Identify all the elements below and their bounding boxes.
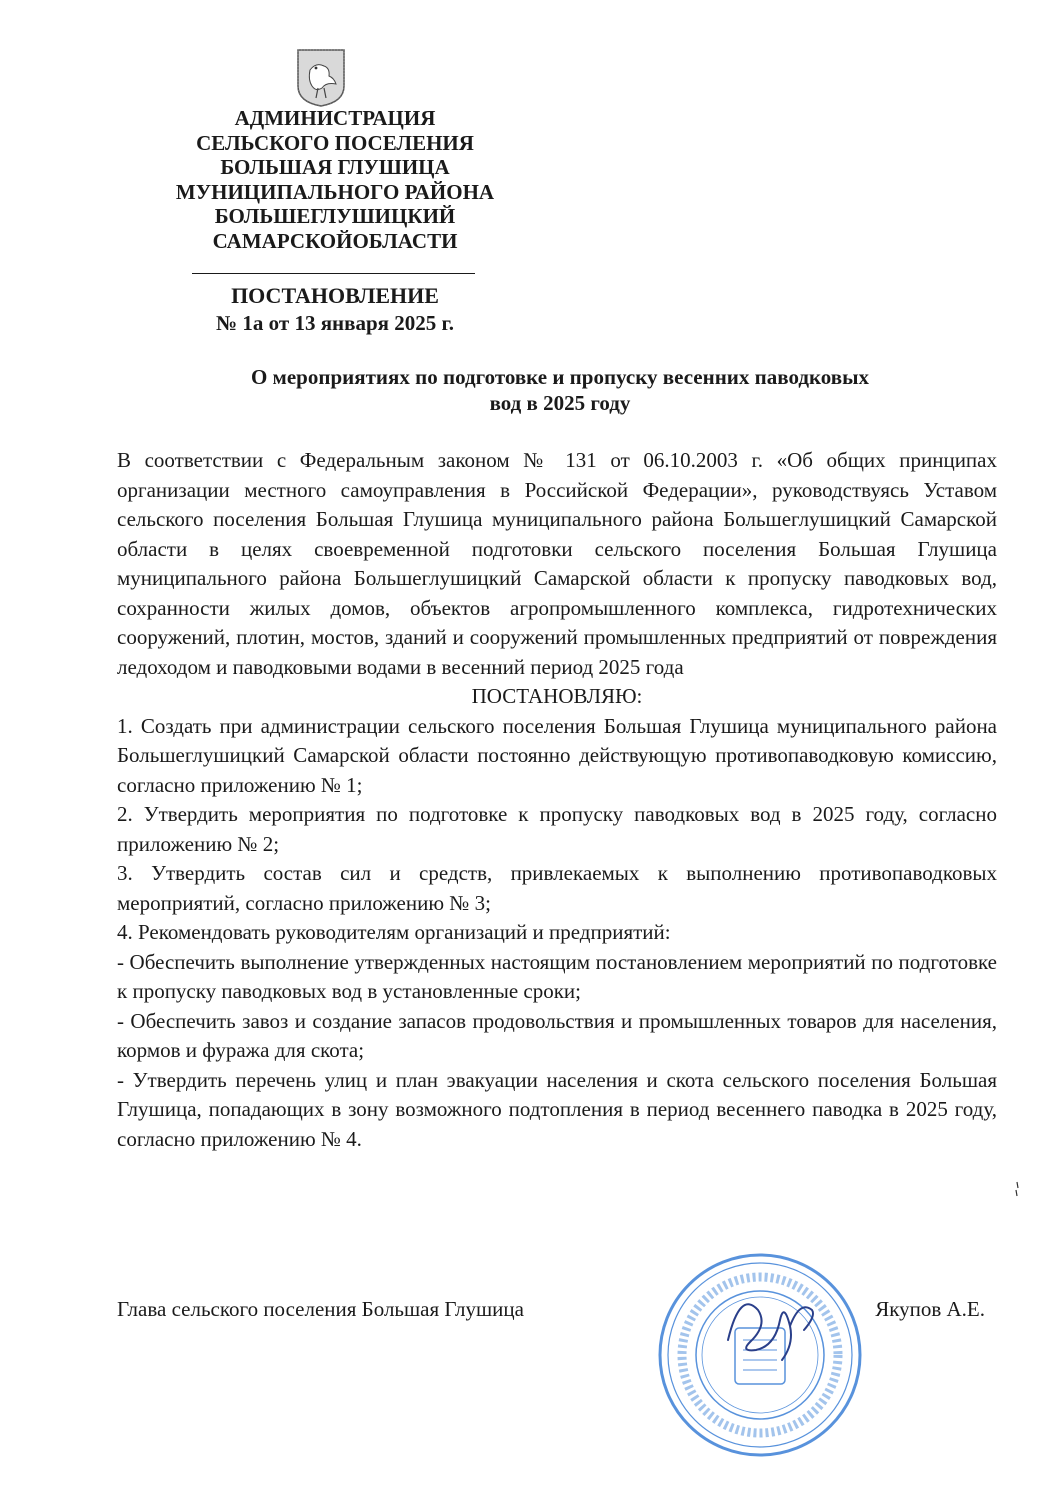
decree-subject [120, 364, 1000, 416]
organization-line: МУНИЦИПАЛЬНОГО РАЙОНА [175, 179, 495, 204]
signatory-name: Якупов А.Е. [875, 1297, 985, 1321]
coat-of-arms-icon [296, 48, 346, 108]
resolve-heading: ПОСТАНОВЛЯЮ: [471, 684, 643, 708]
organization-line: БОЛЬШЕГЛУШИЦКИЙ [214, 204, 456, 228]
organization-name [160, 106, 510, 253]
decree-body [117, 446, 997, 1154]
signatory-position: Глава сельского поселения Большая Глушица [117, 1297, 524, 1321]
organization-line: БОЛЬШАЯ ГЛУШИЦА [220, 155, 450, 179]
intro-paragraph: В соответствии с Федеральным законом № 131 от 06.10.2003 г. «Об общих принципах организации местного самоуправления в Российской Федерации», руководствуясь Уставом сельского поселения Большая Глушица муниципального района Большеглушицкий Самарской области в целях своевременной подготовки сельского поселения Большая Глушица муниципального района Большеглушицкий Самарской области к пропуску паводковых вод, сохранности жилых домов, объектов агропромышленного комплекса, гидротехнических сооружений, плотин, мостов, зданий и сооружений промышленных предприятий от повреждения ледоходом и паводковыми водами в весенний период 2025 года [117, 448, 997, 679]
signature-scribble [720, 1280, 820, 1370]
decree-item: 1. Создать при администрации сельского поселения Большая Глушица муниципального района Большеглушицкий Самарской области постоянно действующую противопаводковую комиссию, согласно приложению № 1; [117, 713, 997, 797]
decree-number: № 1а от 13 января 2025 г. [216, 311, 454, 335]
decree-title: ПОСТАНОВЛЕНИЕ [231, 283, 439, 308]
decree-item: 3. Утвердить состав сил и средств, привлекаемых к выполнению противопаводковых мероприятий, согласно приложению № 3; [117, 861, 997, 915]
organization-line: САМАРСКОЙОБЛАСТИ [212, 228, 458, 253]
decree-item: - Обеспечить выполнение утвержденных настоящим постановлением мероприятий по подготовке к пропуску паводковых вод в установленные сроки; [117, 949, 997, 1003]
header-divider [192, 273, 475, 274]
decree-item: 2. Утвердить мероприятия по подготовке к пропуску паводковых вод в 2025 году, согласно приложению № 2; [117, 802, 997, 856]
organization-line: АДМИНИСТРАЦИЯ [234, 106, 436, 130]
scan-mark [1012, 1180, 1022, 1200]
decree-item: 4. Рекомендовать руководителям организаций и предприятий: [117, 920, 671, 944]
subject-line: О мероприятиях по подготовке и пропуску весенних паводковых [250, 365, 870, 389]
organization-line: СЕЛЬСКОГО ПОСЕЛЕНИЯ [196, 130, 474, 155]
subject-line: вод в 2025 году [489, 391, 631, 415]
decree-item: - Утвердить перечень улиц и план эвакуации населения и скота сельского поселения Большая Глушица, попадающих в зону возможного подтопления в период весеннего паводка в 2025 году, согласно приложению № 4. [117, 1067, 997, 1151]
decree-item: - Обеспечить завоз и создание запасов продовольствия и промышленных товаров для населения, кормов и фуража для скота; [117, 1008, 997, 1062]
